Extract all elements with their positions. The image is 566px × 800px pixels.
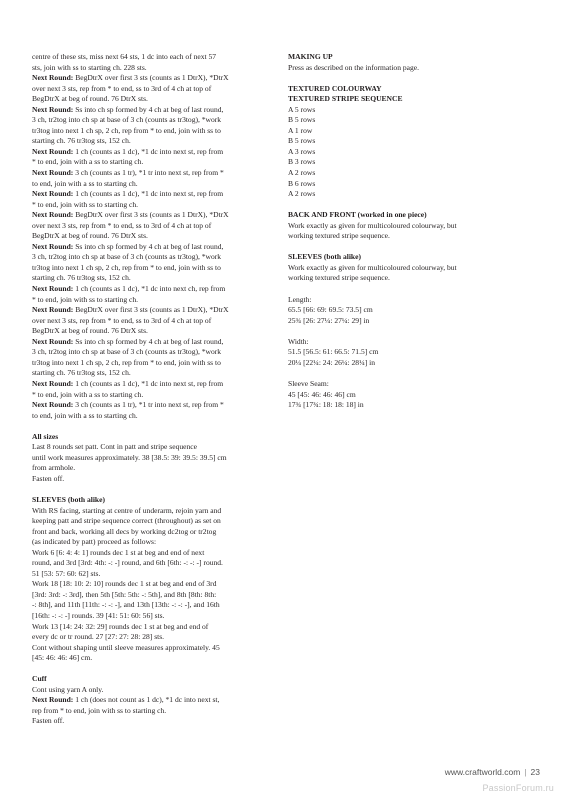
paragraph-gap — [32, 421, 280, 432]
instruction-heading: Next Round: — [32, 336, 74, 346]
instruction-text: BegDtrX over first 3 sts (counts as 1 DtrX), *DtrX over next 3 sts, rep from * to end, ss to 3rd of 4 ch at top of BegDtrX at beg of round. 76 DtrX sts. — [32, 73, 229, 104]
instruction-text: 3 ch (counts as 1 tr), *1 tr into next st, rep from * to end, join with a ss to starting ch. — [32, 168, 224, 188]
instruction-paragraph — [288, 84, 536, 200]
paragraph-gap — [32, 664, 280, 675]
instruction-heading: SLEEVES (both alike) — [288, 252, 361, 262]
instruction-paragraph — [288, 252, 536, 284]
instruction-paragraph — [32, 284, 280, 305]
instruction-paragraph — [32, 674, 280, 695]
instruction-heading: Next Round: — [32, 284, 74, 294]
instruction-heading: Next Round: — [32, 305, 74, 315]
instruction-paragraph — [288, 295, 536, 327]
paragraph-gap — [288, 284, 536, 295]
instruction-text: Work exactly as given for multicoloured colourway, but working textured stripe sequence. — [288, 220, 457, 241]
footer-separator: | — [524, 767, 527, 777]
instruction-paragraph — [32, 337, 280, 379]
instruction-text: Last 8 rounds set patt. Cont in patt and stripe sequence until work measures approximately. 38 [38.5: 39: 39.5: 39.5] cm from armhole. Fasten off. — [32, 442, 227, 483]
instruction-text: Ss into ch sp formed by 4 ch at beg of last round, 3 ch, tr2tog into ch sp at base of 3 ch (counts as tr3tog), *work tr3tog into next 1 ch sp, 2 ch, rep from * to end, join with ss to starting ch. 76 tr3tog sts, 152 ch. — [32, 241, 224, 283]
instruction-heading: Next Round: — [32, 189, 74, 199]
instruction-paragraph — [32, 400, 280, 421]
instruction-text: centre of these sts, miss next 64 sts, 1 dc into each of next 57 sts, join with ss to starting ch. 228 sts. — [32, 52, 217, 72]
instruction-heading: Next Round: — [32, 241, 74, 251]
instruction-paragraph — [32, 210, 280, 242]
instruction-text: A 5 rows B 5 rows A 1 row B 5 rows A 3 rows B 3 rows A 2 rows B 6 rows A 2 rows — [288, 104, 316, 199]
left-text-column — [32, 52, 280, 727]
instruction-text: BegDtrX over first 3 sts (counts as 1 DtrX), *DtrX over next 3 sts, rep from * to end, ss to 3rd of 4 ch at top of BegDtrX at beg of round. 76 DtrX sts. — [32, 305, 229, 336]
instruction-paragraph — [32, 242, 280, 284]
paragraph-gap — [288, 326, 536, 337]
instruction-heading: MAKING UP — [288, 52, 333, 61]
instruction-heading: Next Round: — [32, 146, 74, 156]
watermark: PassionForum.ru — [482, 783, 554, 793]
footer-site-link[interactable]: www.craftworld.com — [444, 767, 521, 777]
instruction-paragraph — [32, 189, 280, 210]
page-number: 23 — [530, 767, 540, 777]
instruction-text: 1 ch (counts as 1 dc), *1 dc into next st, rep from * to end, join with ss to starting ch. — [32, 189, 224, 209]
instruction-heading: Next Round: — [32, 400, 74, 410]
instruction-text: BegDtrX over first 3 sts (counts as 1 DtrX), *DtrX over next 3 sts, rep from * to end, ss to 3rd of 4 ch at top of BegDtrX at beg of round. 76 DtrX sts. — [32, 210, 229, 241]
instruction-paragraph — [288, 379, 536, 411]
instruction-text: Cont using yarn A only. — [32, 684, 104, 694]
paragraph-gap — [288, 200, 536, 211]
instruction-text: 1 ch (counts as 1 dc), *1 dc into next ch, rep from * to end, join with ss to starting ch. — [32, 284, 226, 304]
instruction-text: With RS facing, starting at centre of underarm, rejoin yarn and keeping patt and stripe sequence correct (throughout) as set on front and back, working all decs by working dc2tog or tr2tog (as indicated by patt) proceed as follows: Work 6 [6: 4: 4: 1] rounds dec 1 st at beg and end of next round, and 3rd [3rd: 4th: -: -] round, and 6th [6th: -: -: -] round. 51 [53: 57: 60: 62] sts. Work 18 [18: 10: 2: 10] rounds dec 1 st at beg and end of 3rd [3rd: 3rd: -: 3rd], then 5th [5th: 5th: -: 5th], and 8th [8th: 8th: -: 8th], and 11th [11th: -: -: -], and 13th [13th: -: -: -], and 16th [16th: -: -: -] rounds. 39 [41: 51: 60: 56] sts. Work 13 [14: 24: 32: 29] rounds dec 1 st at beg and end of every dc or tr round. 27 [27: 27: 28: 28] sts. Cont without shaping until sleeve measures approximately. 45 [45: 46: 46: 46] cm. — [32, 505, 223, 663]
instruction-text: Width: 51.5 [56.5: 61: 66.5: 71.5] cm 20¼ [22¼: 24: 26¼: 28¼] in — [288, 336, 379, 367]
instruction-text: Sleeve Seam: 45 [45: 46: 46: 46] cm 17¾ [17¾: 18: 18: 18] in — [288, 378, 364, 410]
instruction-heading: Next Round: — [32, 695, 74, 705]
paragraph-gap — [288, 242, 536, 253]
instruction-paragraph — [32, 52, 280, 73]
instruction-heading: Next Round: — [32, 210, 74, 220]
instruction-paragraph — [288, 337, 536, 369]
instruction-heading: SLEEVES (both alike) — [32, 494, 105, 504]
instruction-heading: Next Round: — [32, 378, 74, 388]
instruction-paragraph — [32, 695, 280, 727]
paragraph-gap — [288, 368, 536, 379]
instruction-text: Ss into ch sp formed by 4 ch at beg of last round, 3 ch, tr2tog into ch sp at base of 3 ch (counts as tr3tog), *work tr3tog into next 1 ch sp, 2 ch, rep from * to end, join with ss to starting ch. 76 tr3tog sts, 152 ch. — [32, 104, 224, 146]
instruction-heading: Next Round: — [32, 104, 74, 114]
instruction-paragraph — [32, 168, 280, 189]
instruction-paragraph — [32, 379, 280, 400]
instruction-paragraph — [32, 432, 280, 485]
instruction-paragraph — [288, 210, 536, 242]
page-footer — [0, 767, 540, 777]
instruction-text: 1 ch (counts as 1 dc), *1 dc into next st, rep from * to end, join with a ss to starting ch. — [32, 378, 224, 399]
instruction-paragraph — [32, 147, 280, 168]
instruction-paragraph — [32, 105, 280, 147]
instruction-paragraph — [288, 52, 536, 73]
instruction-text: 1 ch (counts as 1 dc), *1 dc into next st, rep from * to end, join with a ss to starting ch. — [32, 146, 224, 167]
instruction-text: Length: 65.5 [66: 69: 69.5: 73.5] cm 25¾ [26: 27¼: 27¼: 29] in — [288, 294, 373, 325]
right-text-column — [288, 52, 536, 411]
instruction-heading: All sizes — [32, 431, 59, 441]
instruction-text: Ss into ch sp formed by 4 ch at beg of last round, 3 ch, tr2tog into ch sp at base of 3 ch (counts as tr3tog), *work tr3tog into next 1 ch sp, 2 ch, rep from * to end, join with ss to starting ch. 76 tr3tog sts, 152 ch. — [32, 336, 224, 378]
paragraph-gap — [32, 484, 280, 495]
instruction-heading: BACK AND FRONT (worked in one piece) — [288, 210, 427, 220]
instruction-heading: Cuff — [32, 674, 47, 684]
instruction-heading: Next Round: — [32, 73, 74, 83]
instruction-heading: TEXTURED COLOURWAY TEXTURED STRIPE SEQUENCE — [288, 83, 403, 104]
instruction-text: Press as described on the information page. — [288, 62, 419, 72]
instruction-paragraph — [32, 495, 280, 664]
instruction-paragraph — [32, 305, 280, 337]
paragraph-gap — [288, 73, 536, 84]
instruction-paragraph — [32, 73, 280, 105]
instruction-text: Work exactly as given for multicoloured colourway, but working textured stripe sequence. — [288, 262, 457, 283]
instruction-heading: Next Round: — [32, 168, 74, 178]
instruction-text: 3 ch (counts as 1 tr), *1 tr into next st, rep from * to end, join with a ss to starting ch. — [32, 400, 224, 420]
instruction-text: 1 ch (does not count as 1 dc), *1 dc into next st, rep from * to end, join with ss to starting ch. Fasten off. — [32, 695, 220, 726]
